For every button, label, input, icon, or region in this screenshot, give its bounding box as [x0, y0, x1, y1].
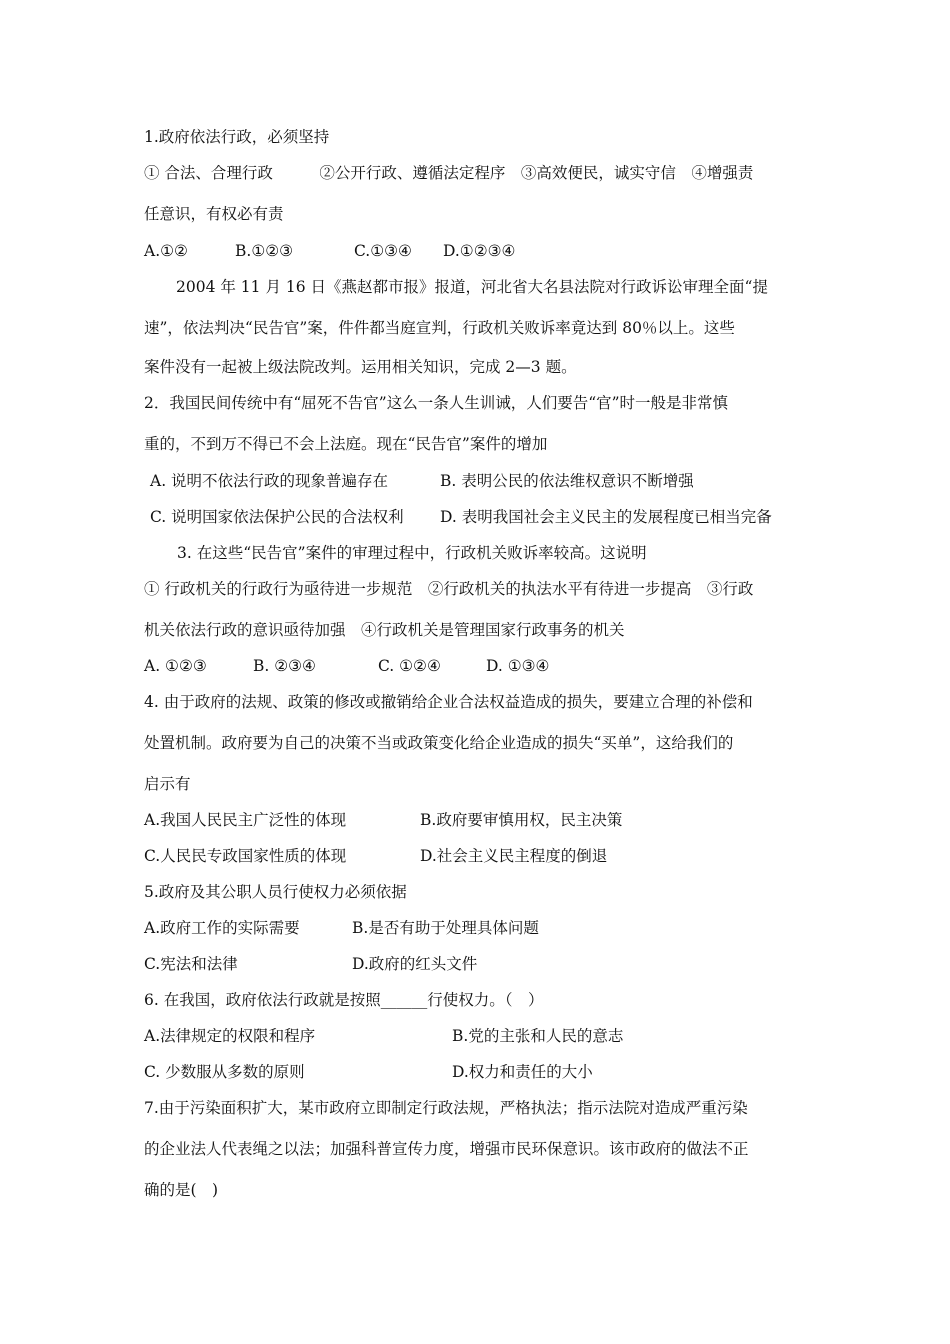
- q3-options-line-2: 机关依法行政的意识亟待加强 ④行政机关是管理国家行政事务的机关: [144, 621, 625, 639]
- q1-choice-a: A.①②: [144, 242, 188, 260]
- q2-stem-line-1: 2．我国民间传统中有“屈死不告官”这么一条人生训诫，人们要告“官”时一般是非常慎: [144, 394, 729, 412]
- passage-line-1: 2004 年 11 月 16 日《燕赵都市报》报道，河北省大名县法院对行政诉讼审理全面“提: [176, 278, 768, 296]
- q1-choice-b: B.①②③: [235, 242, 294, 260]
- q4-stem-line-3: 启示有: [144, 775, 191, 793]
- q7-stem-line-3: 确的是( ): [144, 1181, 219, 1199]
- q5-choice-c: C.宪法和法律: [144, 955, 238, 973]
- q4-choice-d: D.社会主义民主程度的倒退: [420, 847, 608, 865]
- q3-choice-a: A. ①②③: [144, 657, 207, 675]
- q3-options-line-1: ① 行政机关的行政行为亟待进一步规范 ②行政机关的执法水平有待进一步提高 ③行政: [144, 580, 754, 598]
- q4-stem-line-1: 4. 由于政府的法规、政策的修改或撤销给企业合法权益造成的损失，要建立合理的补偿和: [144, 693, 753, 711]
- q4-choice-b: B.政府要审慎用权，民主决策: [420, 811, 623, 829]
- q1-options-line-1: ① 合法、合理行政 ②公开行政、遵循法定程序 ③高效便民，诚实守信 ④增强责: [144, 164, 754, 182]
- q6-choice-c: C. 少数服从多数的原则: [144, 1063, 305, 1081]
- q6-stem: 6. 在我国，政府依法行政就是按照______行使权力。（ ）: [144, 991, 544, 1009]
- q4-choice-a: A.我国人民民主广泛性的体现: [144, 811, 347, 829]
- q2-choice-c: C. 说明国家依法保护公民的合法权利: [150, 508, 404, 526]
- q6-choice-a: A.法律规定的权限和程序: [144, 1027, 316, 1045]
- q5-stem: 5.政府及其公职人员行使权力必须依据: [144, 883, 407, 901]
- q1-stem: 1.政府依法行政，必须坚持: [144, 128, 330, 146]
- q3-choice-d: D. ①③④: [486, 657, 550, 675]
- q1-options-line-2: 任意识，有权必有责: [144, 205, 284, 223]
- q5-choice-a: A.政府工作的实际需要: [144, 919, 300, 937]
- q3-choice-b: B. ②③④: [253, 657, 316, 675]
- q7-stem-line-1: 7.由于污染面积扩大，某市政府立即制定行政法规，严格执法；指示法院对造成严重污染: [144, 1099, 748, 1117]
- q2-choice-d: D. 表明我国社会主义民主的发展程度已相当完备: [440, 508, 772, 526]
- q4-stem-line-2: 处置机制。政府要为自己的决策不当或政策变化给企业造成的损失“买单”，这给我们的: [144, 734, 734, 752]
- q6-choice-d: D.权力和责任的大小: [452, 1063, 593, 1081]
- q1-choice-c: C.①③④: [354, 242, 412, 260]
- q4-choice-c: C.人民民专政国家性质的体现: [144, 847, 347, 865]
- q6-choice-b: B.党的主张和人民的意志: [452, 1027, 624, 1045]
- q3-choice-c: C. ①②④: [378, 657, 441, 675]
- q2-choice-b: B. 表明公民的依法维权意识不断增强: [440, 472, 694, 490]
- q1-choice-d: D.①②③④: [443, 242, 516, 260]
- q2-stem-line-2: 重的，不到万不得已不会上法庭。现在“民告官”案件的增加: [144, 435, 548, 453]
- q7-stem-line-2: 的企业法人代表绳之以法；加强科普宣传力度，增强市民环保意识。该市政府的做法不正: [144, 1140, 749, 1158]
- passage-line-3: 案件没有一起被上级法院改判。运用相关知识，完成 2—3 题。: [144, 358, 577, 376]
- q3-stem: 3. 在这些“民告官”案件的审理过程中，行政机关败诉率较高。这说明: [177, 544, 647, 562]
- passage-line-2: 速”，依法判决“民告官”案，件件都当庭宣判，行政机关败诉率竟达到 80％以上。这些: [144, 319, 735, 337]
- q2-choice-a: A. 说明不依法行政的现象普遍存在: [150, 472, 389, 490]
- q5-choice-d: D.政府的红头文件: [352, 955, 478, 973]
- q5-choice-b: B.是否有助于处理具体问题: [352, 919, 539, 937]
